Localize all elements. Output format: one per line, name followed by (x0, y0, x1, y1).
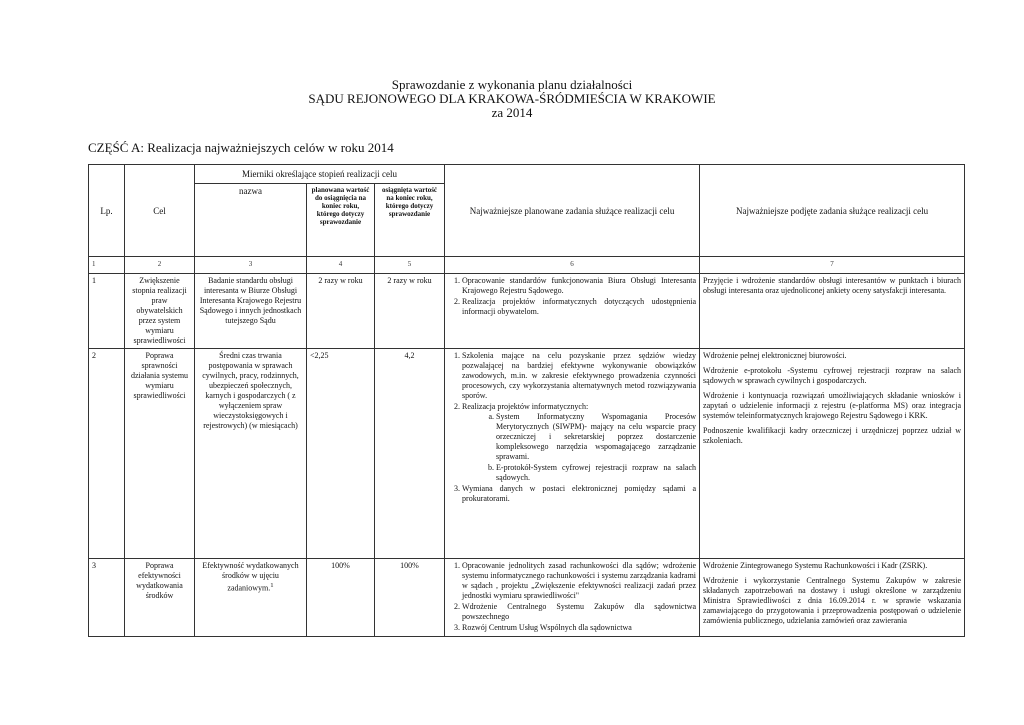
goals-table (88, 164, 965, 637)
planned-tasks-cell (445, 349, 700, 559)
list-item (462, 402, 696, 483)
table-row (89, 349, 965, 559)
list-item: 2. Realizacja projektów informatycznych dotyczących udostępnienia informacji obywatelom. (462, 297, 696, 317)
list-item: Wdrożenie e-protokołu -Systemu cyfrowej rejestracji rozpraw na salach sądowych w sprawach cywilnych i gospodarczych. (703, 366, 962, 385)
row-number: 3 (89, 559, 125, 637)
list-item: 1. Szkolenia mające na celu pozyskanie przez sędziów wiedzy pozwalającej na bardziej efektywne wykonywanie obowiązków zawodowych, m.in. w zakresie efektywnego prowadzenia czynności procesowych, czy wykorzystania alternatywnych metod rozwiązywania sporów. (462, 351, 696, 401)
list-item: Podnoszenie kwalifikacji kadry orzeczniczej i urzędniczej poprzez udział w szkoleniach. (703, 426, 962, 445)
column-index: 1 (89, 257, 125, 274)
court-name: SĄDU REJONOWEGO DLA KRAKOWA-ŚRÓDMIEŚCIA W KRAKOWIE (308, 91, 716, 106)
list-item: 1. Opracowanie jednolitych zasad rachunkowości dla sądów; wdrożenie systemu informatycznego rachunkowości i systemu zarządzania kadrami w sądach , projektu „Zwiększenie efektywności realizacji zadań przez jednostki wymiaru sprawiedliwości" (462, 561, 696, 601)
list-item: Wdrożenie i wykorzystanie Centralnego Systemu Zakupów w zakresie składanych zapotrzebowań na dostawy i usługi określone w zarządzeniu Ministra Sprawiedliwości z dnia 16.09.2014 r. w sprawie wskazania zamawiającego do przygotowania i przeprowadzenia postępowań o udzielenie zamówienia publicznego, udzielania zamówień oraz zawierania (703, 576, 962, 625)
column-index: 7 (700, 257, 965, 274)
header-lp: Lp. (89, 165, 125, 257)
list-item-text: Realizacja projektów informatycznych: (462, 402, 589, 411)
planned-value-cell: <2,25 (307, 349, 375, 559)
column-index: 3 (195, 257, 307, 274)
list-item: Wdrożenie Zintegrowanego Systemu Rachunkowości i Kadr (ZSRK). (703, 561, 928, 570)
column-index: 4 (307, 257, 375, 274)
list-item: 2. Wdrożenie Centralnego Systemu Zakupów dla sądownictwa powszechnego (462, 602, 696, 622)
list-item: Wdrożenie i kontynuacja rozwiązań umożliwiających składanie wniosków i zapytań o udzielenie informacji z rejestru (e-platforma MS) oraz integracja systemów teleinformatycznych krajowego Rejestru Sądowego i KRK. (703, 391, 962, 420)
column-index: 6 (445, 257, 700, 274)
measure-name-cell: Średni czas trwania postępowania w sprawach cywilnych, pracy, rodzinnych, ubezpieczeń społecznych, karnych i gospodarczych ( z wyłączeniem spraw wieczystoksięgowych i rejestrowych) (w miesiącach) (195, 349, 307, 559)
list-item: 3. Wymiana danych w postaci elektronicznej pomiędzy sądami a prokuratorami. (462, 484, 696, 504)
footnote-marker: 1 (270, 582, 274, 589)
list-item: Przyjęcie i wdrożenie standardów obsługi interesantów w punktach i biurach obsługi interesanta oraz ujednoliconej ankiety oceny satysfakcji interesanta. (703, 276, 962, 295)
row-number: 2 (89, 349, 125, 559)
achieved-value-cell: 4,2 (375, 349, 445, 559)
goal-cell: Poprawa sprawności działania systemu wymiaru sprawiedliwości (125, 349, 195, 559)
done-tasks-cell (700, 349, 965, 559)
header-done-tasks: Najważniejsze podjęte zadania służące realizacji celu (700, 165, 965, 257)
achieved-value-cell: 2 razy w roku (375, 274, 445, 349)
column-index: 5 (375, 257, 445, 274)
header-cel: Cel (125, 165, 195, 257)
planned-value-cell: 2 razy w roku (307, 274, 375, 349)
goal-cell: Zwiększenie stopnia realizacji praw obywatelskich przez system wymiaru sprawiedliwości (125, 274, 195, 349)
list-item: Wdrożenie pełnej elektronicznej biurowości. (703, 351, 847, 360)
list-item: b. E-protokół-System cyfrowej rejestracji rozpraw na salach sądowych. (496, 463, 696, 483)
header-planned-value: planowana wartość do osiągnięcia na koniec roku, którego dotyczy sprawozdanie (307, 184, 375, 257)
header-achieved-value: osiągnięta wartość na koniec roku, którego dotyczy sprawozdanie (375, 184, 445, 257)
measure-name-text: Efektywność wydatkowanych środków w ujęciu zadaniowym. (202, 561, 299, 593)
measure-name-cell (195, 559, 307, 637)
header-mierniki: Mierniki określające stopień realizacji celu (195, 165, 445, 184)
planned-value-cell: 100% (307, 559, 375, 637)
achieved-value-cell: 100% (375, 559, 445, 637)
table-row (89, 559, 965, 637)
table-row (89, 274, 965, 349)
goal-cell: Poprawa efektywności wydatkowania środków (125, 559, 195, 637)
column-index: 2 (125, 257, 195, 274)
planned-tasks-cell (445, 559, 700, 637)
column-index-row (89, 257, 965, 274)
measure-name-cell: Badanie standardu obsługi interesanta w Biurze Obsługi Interesanta Krajowego Rejestru Sądowego i innych jednostkach tutejszego Sądu (195, 274, 307, 349)
planned-tasks-cell (445, 274, 700, 349)
list-item: 3. Rozwój Centrum Usług Wspólnych dla sądownictwa (462, 623, 696, 633)
header-planned-tasks: Najważniejsze planowane zadania służące realizacji celu (445, 165, 700, 257)
report-year: za 2014 (491, 105, 533, 120)
list-item: a. System Informatyczny Wspomagania Procesów Merytorycznych (SIWPM)- mający na celu wsparcie pracy orzeczniczej i sekretarskiej poprzez dostarczenie kompleksowego narzędzia wspomagającego zarządzanie sprawami. (496, 412, 696, 462)
row-number: 1 (89, 274, 125, 349)
report-title: Sprawozdanie z wykonania planu działalności (391, 77, 633, 92)
list-item: 1. Opracowanie standardów funkcjonowania Biura Obsługi Interesanta Krajowego Rejestru Sądowego. (462, 276, 696, 296)
part-title: CZĘŚĆ A: Realizacja najważniejszych celów w roku 2014 (88, 140, 394, 155)
done-tasks-cell (700, 274, 965, 349)
header-nazwa: nazwa (195, 184, 307, 257)
done-tasks-cell (700, 559, 965, 637)
